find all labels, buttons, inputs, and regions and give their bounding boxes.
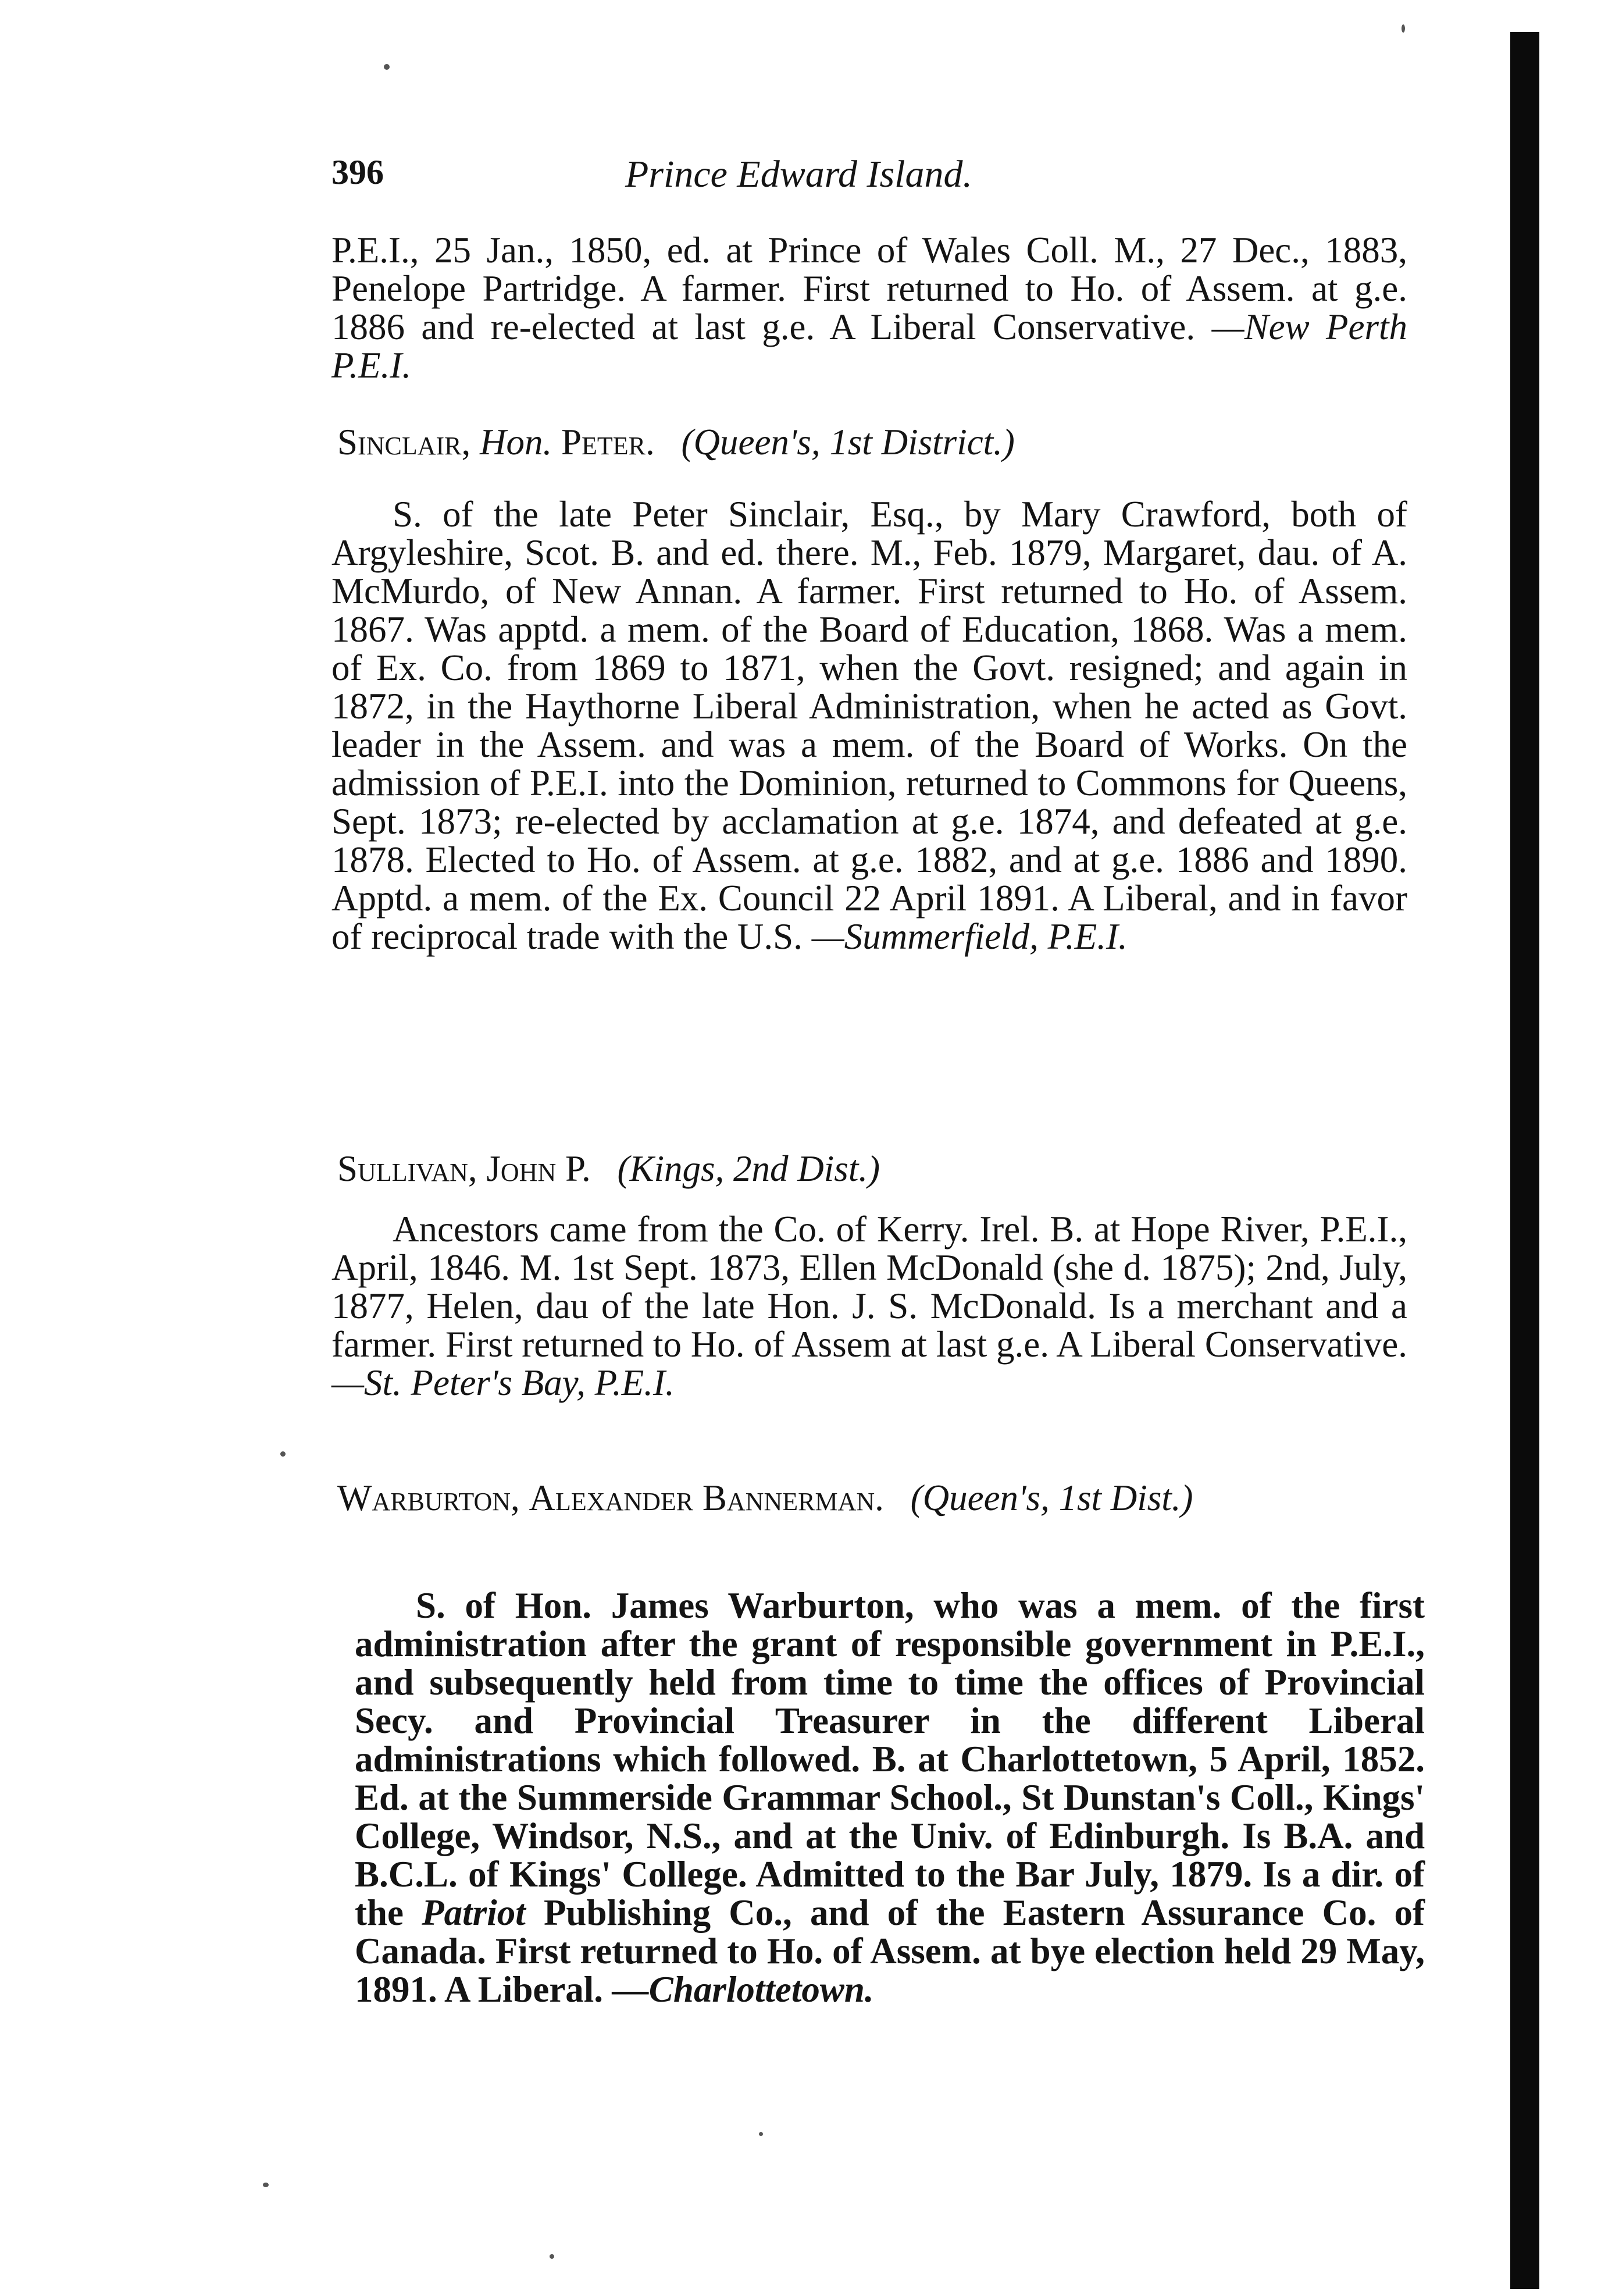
entry-body-sullivan — [331, 1210, 1407, 1402]
entry-constituency: (Queen's, 1st District.) — [681, 422, 1015, 462]
entry-residence: —Charlottetown. — [612, 1969, 874, 2010]
scan-speck — [384, 64, 390, 70]
running-title: Prince Edward Island. — [625, 153, 972, 195]
entry-heading-sullivan — [337, 1149, 1413, 1188]
entry-given-name: John P. — [486, 1148, 591, 1189]
continuation-paragraph — [331, 231, 1407, 385]
continuation-text: P.E.I., 25 Jan., 1850, ed. at Prince of Wales Coll. M., 27 Dec., 1883, Penelope Partridge. A farmer. First returned to Ho. of Assem. at g.e. 1886 and re-elected at last g.e. A Liberal Conservative. — [331, 230, 1407, 347]
entry-body-sinclair — [331, 495, 1407, 956]
entry-body-warburton — [355, 1586, 1425, 2009]
page-header — [331, 152, 1436, 205]
entry-title: Hon. — [479, 422, 552, 462]
entry-residence: —St. Peter's Bay, P.E.I. — [331, 1362, 675, 1403]
entry-given-name: Peter. — [561, 422, 655, 462]
entry-surname: Sullivan, — [337, 1148, 477, 1189]
entry-body: S. of the late Peter Sinclair, Esq., by Mary Crawford, both of Argyleshire, Scot. B. and ed. there. M., Feb. 1879, Margaret, dau. of A. McMurdo, of New Annan. A farmer. First returned to Ho. of Assem. 1867. Was apptd. a mem. of the Board of Education, 1868. Was a mem. of Ex. Co. from 1869 to 1871, when the Govt. resigned; and again in 1872, in the Haythorne Liberal Administration, when he acted as Govt. leader in the Assem. and was a mem. of the Board of Works. On the admission of P.E.I. into the Dominion, returned to Commons for Queens, Sept. 1873; re-elected by acclamation at g.e. 1874, and defeated at g.e. 1878. Elected to Ho. of Assem. at g.e. 1882, and at g.e. 1886 and 1890. Apptd. a mem. of the Ex. Council 22 April 1891. A Liberal, and in favor of reciprocal trade with the U.S. — [331, 494, 1407, 957]
entry-residence: —Summerfield, P.E.I. — [811, 916, 1128, 957]
entry-body-italic: Patriot — [422, 1892, 526, 1933]
page-edge-shadow — [1510, 32, 1539, 2289]
continuation-residence: —New Perth P.E.I. — [331, 307, 1408, 386]
scan-speck — [263, 2183, 269, 2187]
page-number: 396 — [331, 153, 384, 191]
entry-constituency: (Kings, 2nd Dist.) — [617, 1148, 880, 1189]
scan-speck — [550, 2254, 554, 2259]
entry-body-end: Publishing Co., and of the Eastern Assurance Co. of Canada. First returned to Ho. of Assem. at bye election held 29 May, 1891. A Liberal. — [355, 1892, 1425, 2010]
entry-surname: Warburton, — [337, 1478, 520, 1518]
entry-constituency: (Queen's, 1st Dist.) — [910, 1478, 1193, 1518]
scan-speck — [759, 2132, 763, 2136]
entry-given-name: Alexander Bannerman. — [529, 1478, 884, 1518]
entry-heading-warburton — [337, 1479, 1474, 1517]
entry-body: Ancestors came from the Co. of Kerry. Irel. B. at Hope River, P.E.I., April, 1846. M. 1st Sept. 1873, Ellen McDonald (she d. 1875); 2nd, July, 1877, Helen, dau of the late Hon. J. S. McDonald. Is a merchant and a farmer. First returned to Ho. of Assem at last g.e. A Liberal Conservative. — [331, 1209, 1407, 1365]
scan-speck — [280, 1451, 286, 1457]
entry-surname: Sinclair, — [337, 422, 471, 462]
entry-body: S. of Hon. James Warburton, who was a mem. of the first administration after the grant of responsible government in P.E.I., and subsequently held from time to time the offices of Provincial Secy. and Provincial Treasurer in the different Liberal administrations which followed. B. at Charlottetown, 5 April, 1852. Ed. at the Summerside Grammar School., St Dunstan's Coll., Kings' College, Windsor, N.S., and at the Univ. of Edinburgh. Is B.A. and B.C.L. of Kings' College. Admitted to the Bar July, 1879. Is a dir. of the — [355, 1585, 1425, 1933]
scan-speck — [1402, 24, 1405, 33]
entry-heading-sinclair — [337, 423, 1413, 461]
